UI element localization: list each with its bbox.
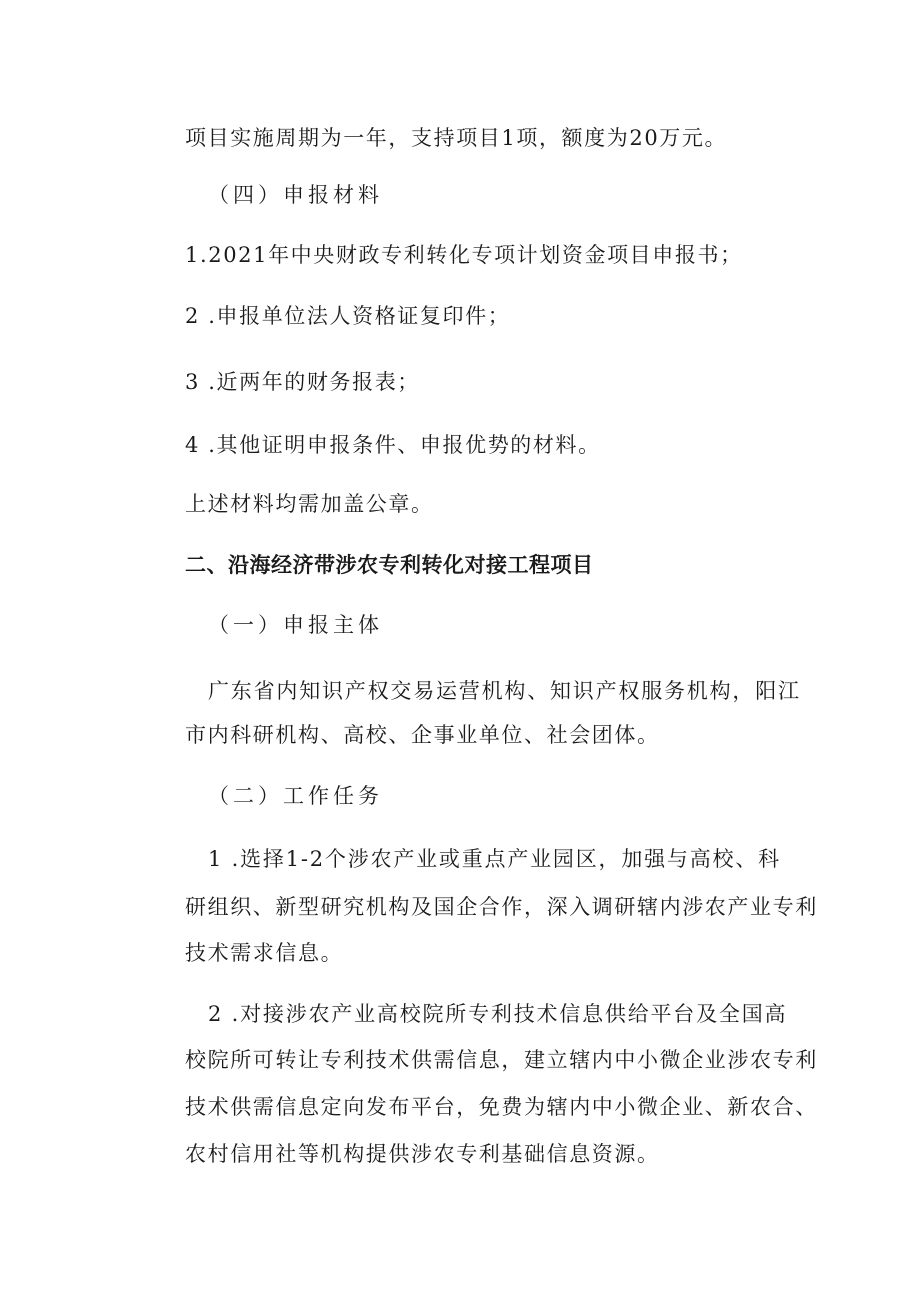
seal-note: 上述材料均需加盖公章。 (185, 492, 434, 516)
sub1-title: （一）申报主体 (208, 613, 383, 637)
material-item-1: 1.2021年中央财政专利转化专项计划资金项目申报书； (185, 243, 743, 267)
subject-line-1: 广东省内知识产权交易运营机构、知识产权服务机构，阳江 (208, 679, 801, 703)
task2-line-1: 2 .对接涉农产业高校院所专利技术信息供给平台及全国高 (208, 1002, 788, 1026)
material-item-4: 4 .其他证明申报条件、申报优势的材料。 (185, 433, 601, 457)
task1-line-1: 1 .选择1-2个涉农产业或重点产业园区，加强与高校、科 (208, 847, 781, 871)
task2-line-3: 技术供需信息定向发布平台，免费为辖内中小微企业、新农合、 (185, 1095, 818, 1119)
subject-line-2: 市内科研机构、高校、企事业单位、社会团体。 (185, 723, 660, 747)
task2-line-2: 校院所可转让专利技术供需信息，建立辖内中小微企业涉农专利 (185, 1048, 818, 1072)
task2-line-4: 农村信用社等机构提供涉农专利基础信息资源。 (185, 1142, 660, 1166)
material-item-2: 2 .申报单位法人资格证复印件； (185, 304, 511, 328)
section4-title: （四）申报材料 (208, 183, 383, 207)
task1-line-3: 技术需求信息。 (185, 941, 344, 965)
part2-heading: 二、沿海经济带涉农专利转化对接工程项目 (185, 553, 594, 577)
material-item-3: 3 .近两年的财务报表； (185, 370, 420, 394)
period-line: 项目实施周期为一年，支持项目1项，额度为20万元。 (185, 126, 728, 150)
sub2-title: （二）工作任务 (208, 784, 383, 808)
task1-line-2: 研组织、新型研究机构及国企合作，深入调研辖内涉农产业专利 (185, 895, 818, 919)
